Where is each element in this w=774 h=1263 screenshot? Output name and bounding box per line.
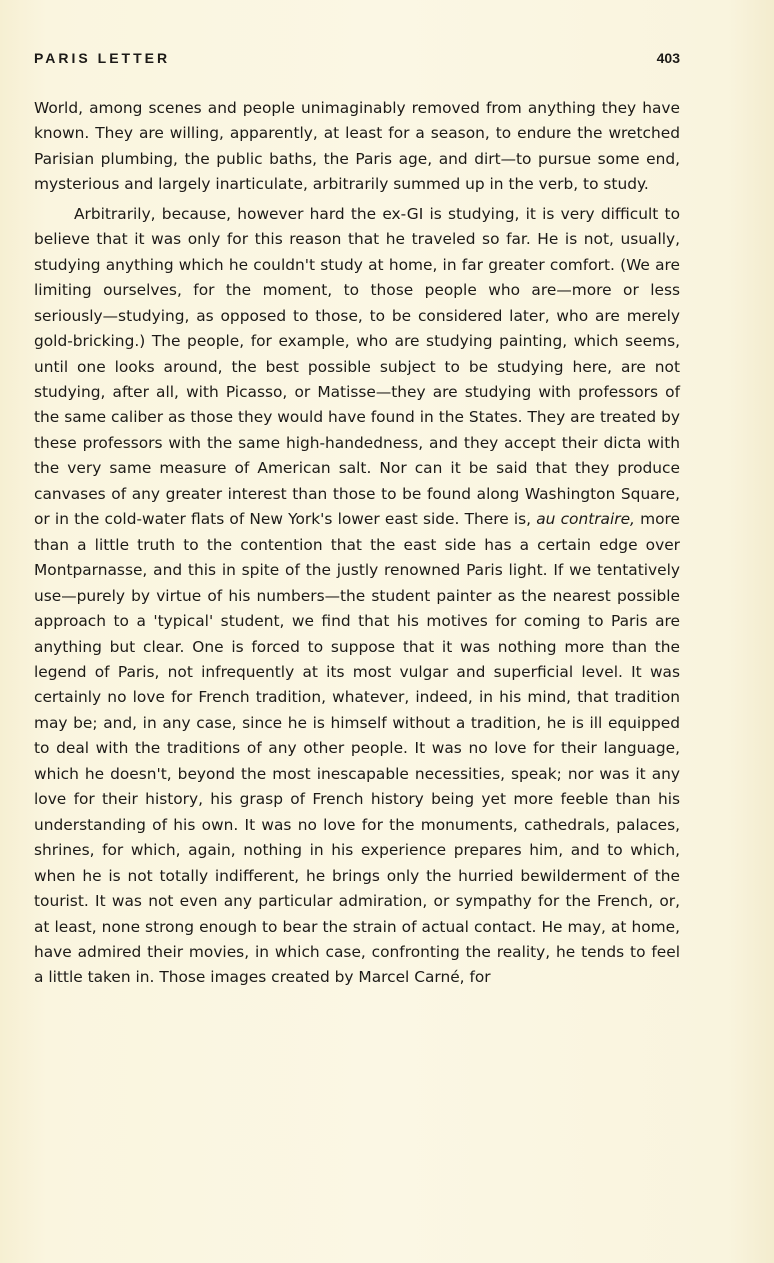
running-head-title: PARIS LETTER — [34, 50, 171, 66]
page-number: 403 — [656, 50, 680, 66]
body-text — [34, 96, 680, 991]
paragraph-2 — [34, 202, 680, 991]
paragraph-1: World, among scenes and people unimaginably removed from anything they have known. They are willing, apparently, at least for a season, to endure the wretched Parisian plumbing, the public baths, the Paris age, and dirt—to pursue some end, mysterious and largely inarticulate, arbitrarily summed up in the verb, to study. — [34, 99, 680, 194]
running-head — [34, 50, 680, 70]
italic-phrase-au-contraire: au contraire, — [536, 510, 635, 529]
paragraph-2-text-after-italic: more than a little truth to the contention that the east side has a certain edge over Montparnasse, and this in spite of the justly renowned Paris light. If we tentatively use—purely by virtue of his numbers—the student painter as the nearest possible approach to a 'typical' student, we find that his motives for coming to Paris are anything but clear. One is forced to suppose that it was nothing more than the legend of Paris, not infrequently at its most vulgar and superficial level. It was certainly no love for French tradition, whatever, indeed, in his mind, that tradition may be; and, in any case, since he is himself without a tradition, he is ill equipped to deal with the traditions of any other people. It was no love for their language, which he doesn't, beyond the most inescapable necessities, speak; nor was it any love for their history, his grasp of French history being yet more feeble than his understanding of his own. It was no love for the monuments, cathedrals, palaces, shrines, for which, again, nothing in his experience prepares him, and to which, when he is not totally indifferent, he brings only the hurried bewilderment of the tourist. It was not even any particular admiration, or sympathy for the French, or, at least, none strong enough to bear the strain of actual contact. He may, at home, have admired their movies, in which case, confronting the reality, he tends to feel a little taken in. Those images created by Marcel Carné, for — [34, 510, 681, 987]
paragraph-2-text-before-italic: Arbitrarily, because, however hard the ex-GI is studying, it is very difficult to believe that it was only for this reason that he traveled so far. He is not, usually, studying anything which he couldn't study at home, in far greater comfort. (We are limiting ourselves, for the moment, to those people who are—more or less seriously—studying, as opposed to those, to be considered later, who are merely gold-bricking.) The people, for example, who are studying painting, which seems, until one looks around, the best possible subject to be studying here, are not studying, after all, with Picasso, or Matisse—they are studying with professors of the same caliber as those they would have found in the States. They are treated by these professors with the same high-handedness, and they accept their dicta with the very same measure of American salt. Nor can it be said that they produce canvases of any greater interest than those to be found along Washington Square, or in the cold-water flats of New York's lower east side. There is, — [34, 204, 680, 529]
